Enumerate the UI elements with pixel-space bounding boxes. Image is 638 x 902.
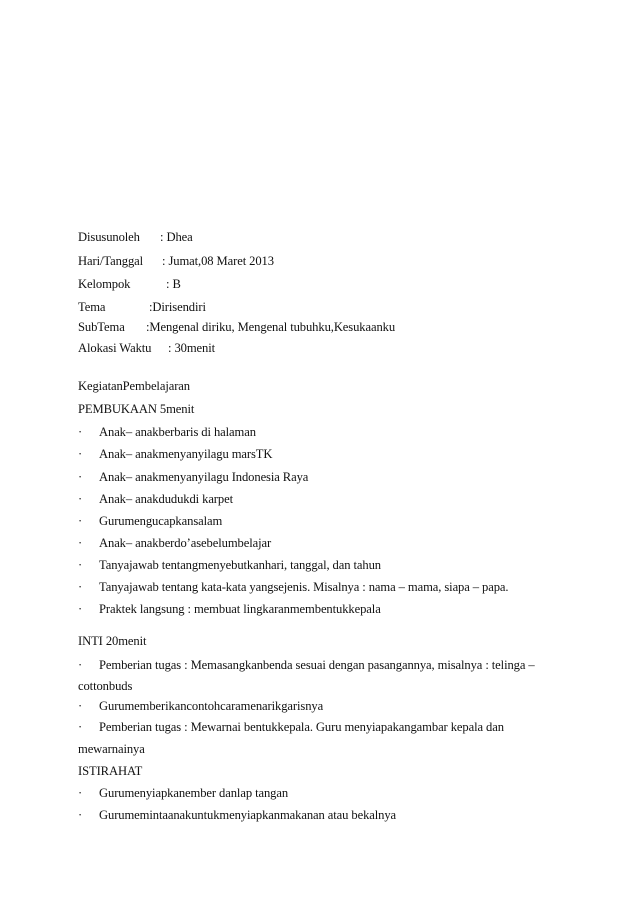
alokasi-row — [78, 340, 215, 356]
bullet-marker: · — [78, 580, 83, 594]
list-item: Gurumenyiapkanember danlap tangan — [99, 786, 289, 800]
subtema-label: SubTema — [78, 320, 125, 334]
list-item: Gurumengucapkansalam — [99, 514, 223, 528]
bullet-marker: · — [78, 808, 83, 822]
bullet-marker: · — [78, 425, 83, 439]
istirahat-title: ISTIRAHAT — [78, 764, 143, 778]
disusun-label: Disusunoleh — [78, 230, 140, 244]
list-item: Tanyajawab tentangmenyebutkanhari, tanggal, dan tahun — [99, 558, 381, 572]
bullet-marker: · — [78, 492, 83, 506]
list-item: Tanyajawab tentang kata-kata yangsejenis. Misalnya : nama – mama, siapa – papa. — [99, 580, 509, 594]
subtema-value: :Mengenal diriku, Mengenal tubuhku,Kesukaanku — [146, 320, 396, 334]
list-item: Anak– anakdudukdi karpet — [99, 492, 233, 506]
bullet-marker: · — [78, 699, 83, 713]
list-item-continuation: mewarnainya — [78, 742, 145, 756]
kelompok-value: : B — [166, 277, 181, 291]
hari-label: Hari/Tanggal — [78, 254, 144, 268]
list-item-continuation: cottonbuds — [78, 679, 133, 693]
bullet-marker: · — [78, 470, 83, 484]
tema-label: Tema — [78, 300, 106, 314]
hari-value: : Jumat,08 Maret 2013 — [162, 254, 274, 268]
list-item: Gurumemberikancontohcaramenarikgarisnya — [99, 699, 324, 713]
list-item: Anak– anakmenyanyilagu Indonesia Raya — [99, 470, 309, 484]
kegiatan-title: KegiatanPembelajaran — [78, 379, 190, 393]
disusun-row — [78, 229, 193, 245]
subtema-row — [78, 319, 395, 335]
alokasi-value: : 30menit — [168, 341, 216, 355]
hari-row — [78, 253, 274, 269]
alokasi-label: Alokasi Waktu — [78, 341, 152, 355]
pembukaan-title: PEMBUKAAN 5menit — [78, 402, 195, 416]
inti-title: INTI 20menit — [78, 634, 147, 648]
list-item: Pemberian tugas : Mewarnai bentukkepala. Guru menyiapakangambar kepala dan — [99, 720, 504, 734]
list-item: Praktek langsung : membuat lingkaranmembentukkepala — [99, 602, 381, 616]
kelompok-row — [78, 276, 181, 292]
tema-value: :Dirisendiri — [149, 300, 206, 314]
bullet-marker: · — [78, 536, 83, 550]
bullet-marker: · — [78, 602, 83, 616]
bullet-marker: · — [78, 786, 83, 800]
list-item: Gurumemintaanakuntukmenyiapkanmakanan atau bekalnya — [99, 808, 397, 822]
list-item: Anak– anakberdo’asebelumbelajar — [99, 536, 272, 550]
tema-row — [78, 299, 206, 315]
kelompok-label: Kelompok — [78, 277, 131, 291]
bullet-marker: · — [78, 720, 83, 734]
bullet-marker: · — [78, 447, 83, 461]
list-item: Pemberian tugas : Memasangkanbenda sesuai dengan pasangannya, misalnya : telinga – — [99, 658, 535, 672]
bullet-marker: · — [78, 514, 83, 528]
disusun-value: : Dhea — [160, 230, 193, 244]
list-item: Anak– anakberbaris di halaman — [99, 425, 256, 439]
list-item: Anak– anakmenyanyilagu marsTK — [99, 447, 273, 461]
bullet-marker: · — [78, 658, 83, 672]
bullet-marker: · — [78, 558, 83, 572]
